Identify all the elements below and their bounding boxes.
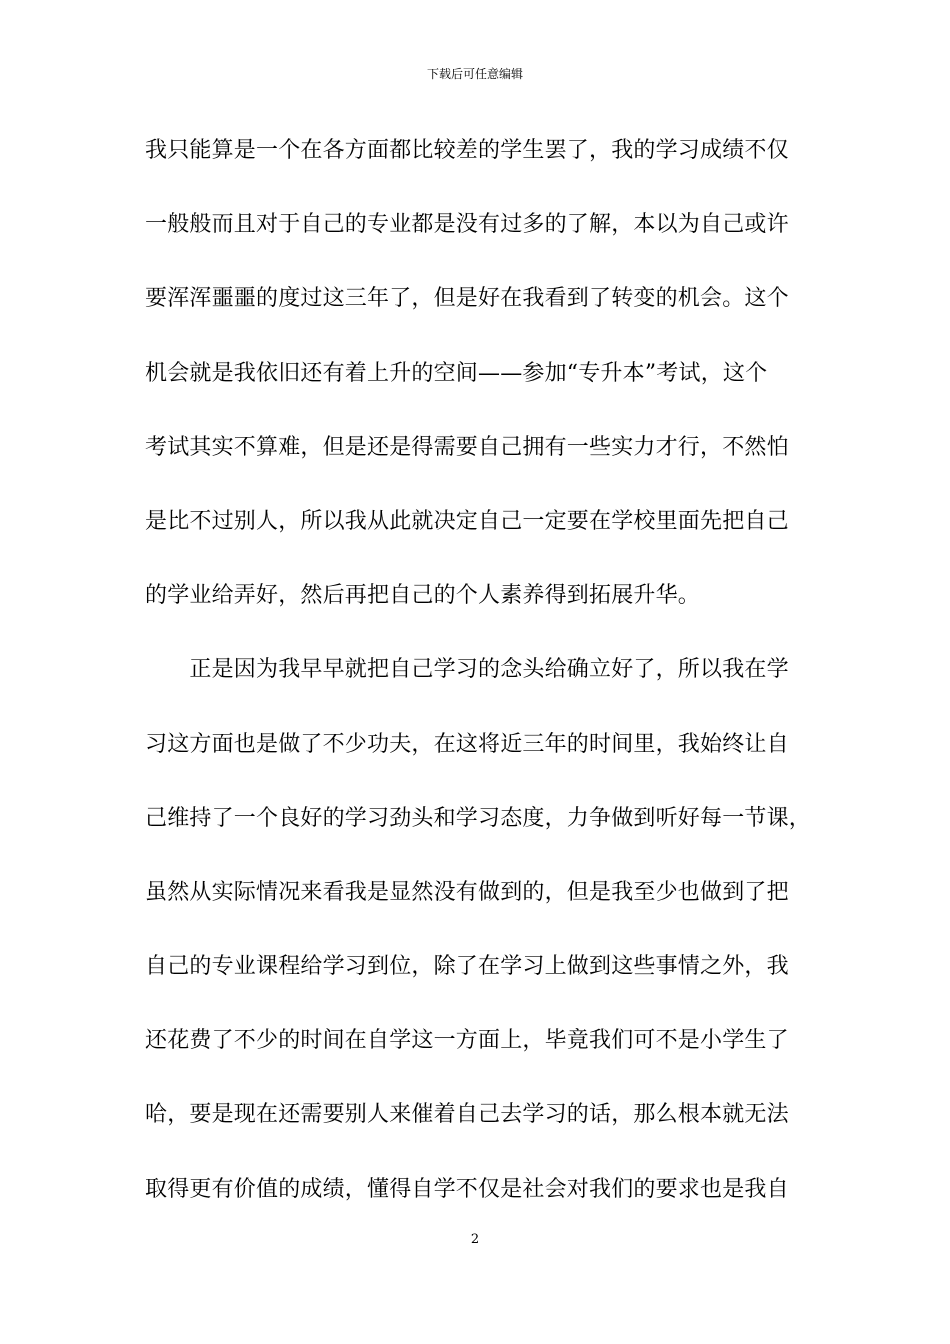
text-line: 习这方面也是做了不少功夫，在这将近三年的时间里，我始终让自 bbox=[145, 731, 789, 757]
text-line: 正是因为我早早就把自己学习的念头给确立好了，所以我在学 bbox=[145, 657, 789, 683]
text-line: 己维持了一个良好的学习劲头和学习态度，力争做到听好每一节课， bbox=[145, 805, 812, 831]
text-line: 虽然从实际情况来看我是显然没有做到的，但是我至少也做到了把 bbox=[145, 879, 789, 905]
text-line: 考试其实不算难，但是还是得需要自己拥有一些实力才行，不然怕 bbox=[145, 434, 789, 460]
text-line: 取得更有价值的成绩，懂得自学不仅是社会对我们的要求也是我自 bbox=[145, 1176, 789, 1202]
text-line: 一般般而且对于自己的专业都是没有过多的了解，本以为自己或许 bbox=[145, 212, 789, 238]
page-number: 2 bbox=[470, 1232, 480, 1247]
text-line: 哈，要是现在还需要别人来催着自己去学习的话，那么根本就无法 bbox=[145, 1102, 789, 1128]
text-line: 自己的专业课程给学习到位，除了在学习上做到这些事情之外，我 bbox=[145, 954, 789, 980]
text-line: 是比不过别人，所以我从此就决定自己一定要在学校里面先把自己 bbox=[145, 508, 789, 534]
text-line: 还花费了不少的时间在自学这一方面上，毕竟我们可不是小学生了 bbox=[145, 1028, 789, 1054]
text-line: 我只能算是一个在各方面都比较差的学生罢了，我的学习成绩不仅 bbox=[145, 138, 789, 163]
text-line: 机会就是我依旧还有着上升的空间——参加“专升本”考试，这个 bbox=[145, 360, 768, 386]
document-body bbox=[145, 128, 825, 1241]
text-line: 的学业给弄好，然后再把自己的个人素养得到拓展升华。 bbox=[145, 583, 701, 609]
text-line: 要浑浑噩噩的度过这三年了，但是好在我看到了转变的机会。这个 bbox=[145, 286, 789, 312]
page-header: 下载后可任意编辑 bbox=[426, 67, 523, 81]
